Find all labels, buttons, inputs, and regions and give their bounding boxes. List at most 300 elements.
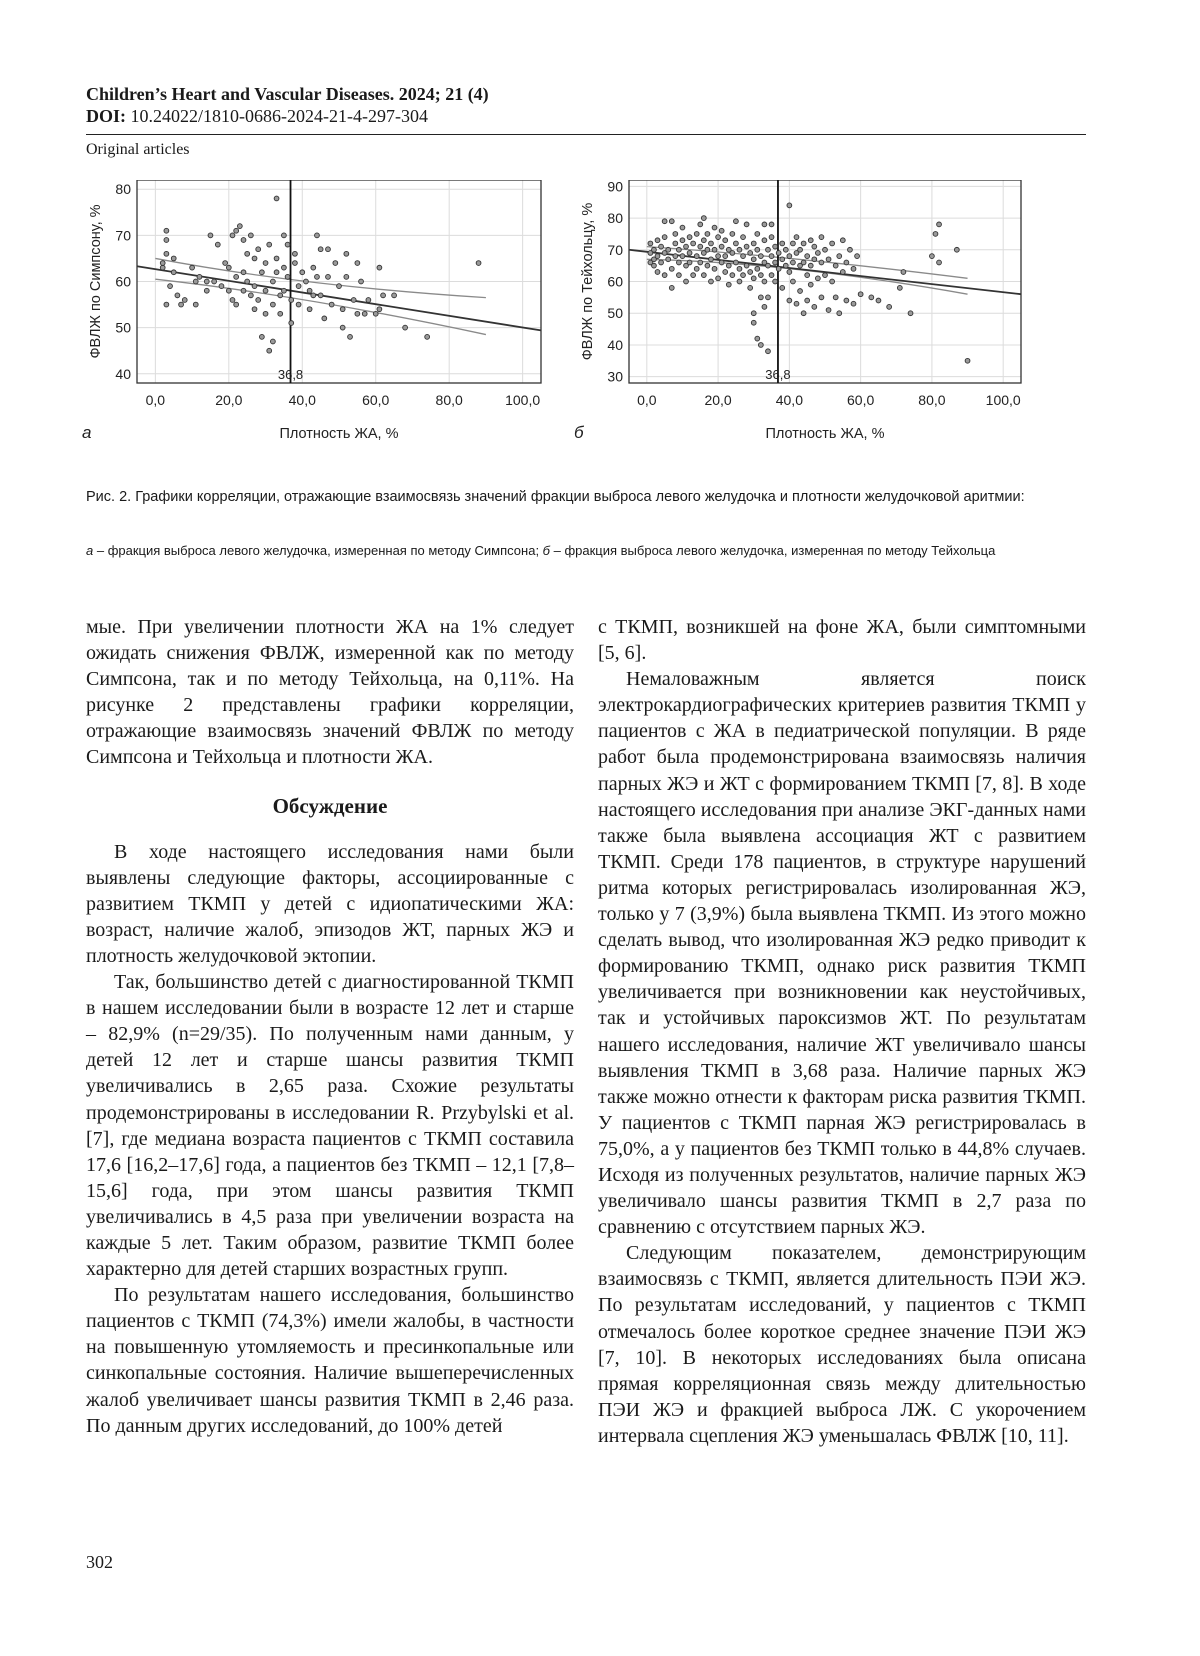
legend-b-letter: б <box>542 543 550 558</box>
x-tick-label: 100,0 <box>985 392 1021 408</box>
data-point <box>780 241 785 246</box>
y-tick-label: 50 <box>607 305 623 322</box>
data-point <box>282 233 287 238</box>
data-point <box>755 336 760 341</box>
data-point <box>826 308 831 313</box>
data-point <box>278 311 283 316</box>
data-point <box>844 260 849 265</box>
data-point <box>755 266 760 271</box>
data-point <box>698 222 703 227</box>
data-point <box>673 232 678 237</box>
data-point <box>716 276 721 281</box>
data-point <box>289 321 294 326</box>
chart-panel-a <box>82 180 541 442</box>
data-point <box>762 222 767 227</box>
data-point <box>801 311 806 316</box>
data-point <box>719 228 724 233</box>
data-point <box>648 241 653 246</box>
x-tick-label: 0,0 <box>145 392 166 408</box>
section-label: Original articles <box>86 141 190 158</box>
data-point <box>377 307 382 312</box>
data-point <box>815 276 820 281</box>
data-point <box>766 247 771 252</box>
x-tick-label: 20,0 <box>215 392 243 408</box>
data-point <box>758 273 763 278</box>
data-point <box>780 257 785 262</box>
data-point <box>329 302 334 307</box>
data-point <box>769 273 774 278</box>
data-point <box>476 261 481 266</box>
doi-value: 10.24022/1810-0686-2024-21-4-297-304 <box>126 106 428 126</box>
data-point <box>267 348 272 353</box>
data-point <box>381 293 386 298</box>
data-point <box>701 216 706 221</box>
data-point <box>791 241 796 246</box>
data-point <box>744 263 749 268</box>
doi-label: DOI: <box>86 106 126 126</box>
data-point <box>164 228 169 233</box>
data-point <box>937 222 942 227</box>
data-point <box>676 273 681 278</box>
data-point <box>676 247 681 252</box>
data-point <box>766 263 771 268</box>
data-point <box>300 270 305 275</box>
data-point <box>315 233 320 238</box>
data-point <box>769 222 774 227</box>
data-point <box>208 233 213 238</box>
data-point <box>659 244 664 249</box>
data-point <box>783 247 788 252</box>
data-point <box>348 334 353 339</box>
data-point <box>684 279 689 284</box>
data-point <box>164 238 169 243</box>
y-tick-label: 60 <box>115 273 131 290</box>
journal-header <box>86 83 1086 127</box>
data-point <box>805 298 810 303</box>
data-point <box>248 293 253 298</box>
data-point <box>730 232 735 237</box>
data-point <box>322 316 327 321</box>
data-point <box>712 266 717 271</box>
data-point <box>270 279 275 284</box>
data-point <box>691 241 696 246</box>
data-point <box>830 241 835 246</box>
y-tick-label: 70 <box>607 241 623 258</box>
paragraph: Так, большинство детей с диагностированной ТКМП в нашем исследовании были в возрасте 12 лет и старше – 82,9% (n=29/35). По полученным нами данным, у детей 12 лет и старше шансы развития ТКМП увеличивались в 2,65 раза. Схожие результаты продемонстрированы в исследовании R. Przybylski et al. [7], где медиана возраста пациентов с ТКМП составила 17,6 [16,2–17,6] года, а пациентов без ТКМП – 12,1 [7,8–15,6] года, при этом шансы развития ТКМП увеличивались в 4,5 раза при увеличении возраста на каждые 5 лет. Таким образом, развитие ТКМП более характерно для детей старших возрастных групп. <box>86 971 574 1281</box>
data-point <box>190 265 195 270</box>
data-point <box>248 233 253 238</box>
data-point <box>241 288 246 293</box>
data-point <box>701 238 706 243</box>
paragraph: В ходе настоящего исследования нами были выявлены следующие факторы, ассоциированные с развитием ТКМП у детей с идиопатическими ЖА: возраст, наличие жалоб, эпизодов ЖТ, парных ЖЭ и плотность желудочковой эктопии. <box>86 840 574 967</box>
data-point <box>837 254 842 259</box>
data-point <box>267 242 272 247</box>
data-point <box>366 298 371 303</box>
data-point <box>815 251 820 256</box>
data-point <box>359 279 364 284</box>
data-point <box>223 261 228 266</box>
data-point <box>751 276 756 281</box>
data-point <box>293 251 298 256</box>
data-point <box>296 284 301 289</box>
data-point <box>315 274 320 279</box>
data-point <box>744 244 749 249</box>
data-point <box>719 244 724 249</box>
figure-caption: Рис. 2. Графики корреляции, отражающие взаимосвязь значений фракции выброса левого желудочка и плотности желудочковой аритмии: <box>86 489 1025 505</box>
data-point <box>171 270 176 275</box>
data-point <box>776 251 781 256</box>
data-point <box>801 241 806 246</box>
panel-letter: а <box>82 423 92 442</box>
data-point <box>751 311 756 316</box>
data-point <box>758 295 763 300</box>
data-point <box>237 224 242 229</box>
data-point <box>808 282 813 287</box>
data-point <box>887 304 892 309</box>
data-point <box>285 242 290 247</box>
data-point <box>293 261 298 266</box>
data-point <box>840 270 845 275</box>
data-point <box>655 270 660 275</box>
data-point <box>851 301 856 306</box>
data-point <box>652 263 657 268</box>
data-point <box>234 228 239 233</box>
data-point <box>333 261 338 266</box>
data-point <box>901 270 906 275</box>
data-point <box>351 298 356 303</box>
data-point <box>326 274 331 279</box>
data-point <box>666 247 671 252</box>
data-point <box>787 270 792 275</box>
data-point <box>709 257 714 262</box>
data-point <box>241 270 246 275</box>
x-axis-label: Плотность ЖА, % <box>279 426 399 442</box>
data-point <box>168 284 173 289</box>
data-point <box>758 254 763 259</box>
data-point <box>282 265 287 270</box>
data-point <box>680 238 685 243</box>
data-point <box>851 266 856 271</box>
data-point <box>726 282 731 287</box>
data-point <box>933 232 938 237</box>
page-number: 302 <box>86 1552 113 1572</box>
x-tick-label: 80,0 <box>918 392 946 408</box>
data-point <box>311 265 316 270</box>
data-point <box>819 260 824 265</box>
data-point <box>709 279 714 284</box>
data-point <box>741 273 746 278</box>
data-point <box>687 235 692 240</box>
data-point <box>160 261 165 266</box>
data-point <box>193 302 198 307</box>
data-point <box>182 298 187 303</box>
data-point <box>270 339 275 344</box>
data-point <box>669 219 674 224</box>
figure-legend <box>86 542 1086 560</box>
data-point <box>734 219 739 224</box>
y-tick-label: 50 <box>115 319 131 336</box>
y-tick-label: 40 <box>115 365 131 382</box>
data-point <box>801 260 806 265</box>
data-point <box>245 251 250 256</box>
data-point <box>171 256 176 261</box>
data-point <box>355 261 360 266</box>
data-point <box>830 279 835 284</box>
data-point <box>270 302 275 307</box>
paragraph: с ТКМП, возникшей на фоне ЖА, были симптомными [5, 6]. <box>598 616 1086 665</box>
data-point <box>655 238 660 243</box>
data-point <box>241 238 246 243</box>
data-point <box>234 274 239 279</box>
data-point <box>734 241 739 246</box>
data-point <box>773 279 778 284</box>
data-point <box>226 265 231 270</box>
data-point <box>805 273 810 278</box>
data-point <box>858 292 863 297</box>
data-point <box>311 293 316 298</box>
y-tick-label: 30 <box>607 368 623 385</box>
data-point <box>263 288 268 293</box>
data-point <box>794 235 799 240</box>
data-point <box>687 251 692 256</box>
x-tick-label: 60,0 <box>362 392 390 408</box>
data-point <box>791 260 796 265</box>
data-point <box>362 311 367 316</box>
y-tick-label: 80 <box>115 181 131 198</box>
data-point <box>655 254 660 259</box>
data-point <box>698 244 703 249</box>
data-point <box>680 254 685 259</box>
data-point <box>833 295 838 300</box>
data-point <box>712 225 717 230</box>
data-point <box>673 241 678 246</box>
paragraph: мые. При увеличении плотности ЖА на 1% следует ожидать снижения ФВЛЖ, измеренной как по методу Симпсона, так и по методу Тейхольца, на 0,11%. На рисунке 2 представлены графики корреляции, отражающие взаимосвязь значений ФВЛЖ по методу Симпсона и Тейхольца и плотности ЖА. <box>86 616 574 769</box>
data-point <box>259 270 264 275</box>
paragraph: По результатам нашего исследования, большинство пациентов с ТКМП (74,3%) имели жалобы, в частности на повышенную утомляемость и пресинкопальные или синкопальные состояния. Наличие вышеперечисленных жалоб увеличивает шансы развития ТКМП в 2,46 раза. По данным других исследований, до 100% детей <box>86 1284 574 1437</box>
data-point <box>392 293 397 298</box>
figure-2 <box>80 180 1090 590</box>
data-point <box>798 247 803 252</box>
data-point <box>263 261 268 266</box>
panel-letter: б <box>574 423 584 442</box>
data-point <box>274 270 279 275</box>
data-point <box>164 251 169 256</box>
data-point <box>769 254 774 259</box>
data-point <box>684 244 689 249</box>
data-point <box>730 251 735 256</box>
data-point <box>285 274 290 279</box>
data-point <box>869 295 874 300</box>
data-point <box>826 257 831 262</box>
chart-panel-b <box>574 180 1021 442</box>
data-point <box>812 304 817 309</box>
data-point <box>930 254 935 259</box>
regression-line <box>629 250 1021 294</box>
data-point <box>787 298 792 303</box>
data-point <box>769 235 774 240</box>
data-point <box>377 265 382 270</box>
x-tick-label: 40,0 <box>775 392 803 408</box>
data-point <box>748 251 753 256</box>
y-tick-label: 70 <box>115 227 131 244</box>
data-point <box>652 247 657 252</box>
data-point <box>164 302 169 307</box>
y-tick-label: 60 <box>607 273 623 290</box>
correlation-charts <box>80 180 1090 480</box>
data-point <box>741 235 746 240</box>
right-column <box>598 614 1086 1449</box>
data-point <box>730 273 735 278</box>
data-point <box>805 254 810 259</box>
data-point <box>712 247 717 252</box>
data-point <box>737 247 742 252</box>
data-point <box>274 256 279 261</box>
data-point <box>723 254 728 259</box>
data-point <box>673 254 678 259</box>
data-point <box>787 254 792 259</box>
data-point <box>787 203 792 208</box>
data-point <box>691 273 696 278</box>
data-point <box>212 279 217 284</box>
journal-title: Children’s Heart and Vascular Diseases. 2024; 21 (4) <box>86 84 489 104</box>
data-point <box>766 295 771 300</box>
data-point <box>908 311 913 316</box>
data-point <box>326 247 331 252</box>
data-point <box>403 325 408 330</box>
y-tick-label: 90 <box>607 180 623 195</box>
data-point <box>723 238 728 243</box>
data-point <box>373 311 378 316</box>
x-tick-label: 100,0 <box>505 392 541 408</box>
data-point <box>252 307 257 312</box>
data-point <box>783 263 788 268</box>
data-point <box>705 247 710 252</box>
data-point <box>819 295 824 300</box>
x-axis-label: Плотность ЖА, % <box>765 426 885 442</box>
data-point <box>808 238 813 243</box>
data-point <box>252 256 257 261</box>
data-point <box>734 260 739 265</box>
data-point <box>215 242 220 247</box>
data-point <box>716 235 721 240</box>
data-point <box>876 298 881 303</box>
data-point <box>794 301 799 306</box>
data-point <box>808 263 813 268</box>
data-point <box>669 266 674 271</box>
data-point <box>694 232 699 237</box>
data-point <box>812 257 817 262</box>
data-point <box>204 288 209 293</box>
y-axis-label: ФВЛЖ по Тейхольцу, % <box>580 202 596 361</box>
data-point <box>701 273 706 278</box>
data-point <box>263 311 268 316</box>
left-column <box>86 614 574 1439</box>
data-point <box>780 285 785 290</box>
x-tick-label: 80,0 <box>435 392 463 408</box>
legend-b-text: – фракция выброса левого желудочка, измеренная по методу Тейхольца <box>549 543 996 558</box>
data-point <box>197 274 202 279</box>
data-point <box>669 285 674 290</box>
data-point <box>965 358 970 363</box>
data-point <box>897 285 902 290</box>
data-point <box>773 244 778 249</box>
data-point <box>274 196 279 201</box>
x-tick-label: 20,0 <box>704 392 732 408</box>
y-tick-label: 40 <box>607 336 623 353</box>
data-point <box>307 307 312 312</box>
data-point <box>751 257 756 262</box>
data-point <box>741 254 746 259</box>
data-point <box>296 302 301 307</box>
data-point <box>751 320 756 325</box>
data-point <box>737 266 742 271</box>
data-point <box>344 274 349 279</box>
data-point <box>676 260 681 265</box>
data-point <box>659 260 664 265</box>
x-tick-label: 40,0 <box>288 392 316 408</box>
data-point <box>744 222 749 227</box>
x-tick-label: 60,0 <box>847 392 875 408</box>
y-tick-label: 80 <box>607 210 623 227</box>
data-point <box>698 260 703 265</box>
data-point <box>226 288 231 293</box>
data-point <box>716 254 721 259</box>
data-point <box>837 311 842 316</box>
x-tick-label: 0,0 <box>637 392 657 408</box>
data-point <box>705 263 710 268</box>
data-point <box>709 241 714 246</box>
legend-a-letter: а <box>86 543 94 558</box>
data-point <box>234 302 239 307</box>
data-point <box>340 307 345 312</box>
data-point <box>766 349 771 354</box>
data-point <box>425 334 430 339</box>
data-point <box>355 311 360 316</box>
data-point <box>337 284 342 289</box>
data-point <box>937 260 942 265</box>
data-point <box>755 247 760 252</box>
data-point <box>256 298 261 303</box>
data-point <box>819 235 824 240</box>
data-point <box>307 288 312 293</box>
data-point <box>755 232 760 237</box>
data-point <box>812 244 817 249</box>
paragraph: Следующим показателем, демонстрирующим взаимосвязь с ТКМП, является длительность ПЭИ ЖЭ. По результатам исследований, у пациентов с ТКМП отмечалось более короткое среднее значение ПЭИ ЖЭ [7, 10]. В некоторых исследованиях была описана прямая корреляционная связь между длительностью ПЭИ ЖЭ и фракцией выброса ЛЖ. С укорочением интервала сцепления ЖЭ уменьшалась ФВЛЖ [10, 11]. <box>598 1242 1086 1447</box>
data-point <box>726 263 731 268</box>
data-point <box>289 298 294 303</box>
legend-a-text: – фракция выброса левого желудочка, измеренная по методу Симпсона; <box>93 543 543 558</box>
data-point <box>282 288 287 293</box>
data-point <box>259 334 264 339</box>
data-point <box>666 257 671 262</box>
data-point <box>855 254 860 259</box>
paragraph: Немаловажным является поиск электрокардиографических критериев развития ТКМП у пациентов с ЖА в педиатрической популяции. В ряде работ была продемонстрирована взаимосвязь наличия парных ЖЭ и ЖТ с формированием ТКМП [7, 8]. В ходе настоящего исследования при анализе ЭКГ-данных нами также была выявлена ассоциация ЖТ с развитием ТКМП. Среди 178 пациентов, в структуре нарушений ритма которых регистрировалась изолированная ЖЭ, только у 7 (3,9%) была выявлена ТКМП. Из этого можно сделать вывод, что изолированная ЖЭ редко приводит к формированию ТКМП, однако риск развития ТКМП увеличивается при возникновении как неустойчивых, так и устойчивых пароксизмов ЖТ. По результатам нашего исследования, наличие ЖТ увеличивало шансы выявления ТКМП в 3,68 раза. Наличие парных ЖЭ также можно отнести к факторам риска развития ТКМП. У пациентов с ТКМП парная ЖЭ регистрировалась в 75,0%, а у пациентов без ТКМП только в 44,8% случаев. Исходя из полученных результатов, наличие парных ЖЭ увеличивало шансы развития ТКМП в 2,7 раза по сравнению с отсутствием парных ЖЭ. <box>598 668 1086 1239</box>
data-point <box>662 235 667 240</box>
data-point <box>748 270 753 275</box>
data-point <box>662 273 667 278</box>
data-point <box>840 238 845 243</box>
data-point <box>344 251 349 256</box>
data-point <box>694 254 699 259</box>
doi-line <box>86 105 1086 127</box>
data-point <box>245 279 250 284</box>
data-point <box>680 225 685 230</box>
data-point <box>318 247 323 252</box>
reference-line-label: 36,8 <box>277 367 304 382</box>
data-point <box>160 265 165 270</box>
data-point <box>278 293 283 298</box>
data-point <box>219 284 224 289</box>
